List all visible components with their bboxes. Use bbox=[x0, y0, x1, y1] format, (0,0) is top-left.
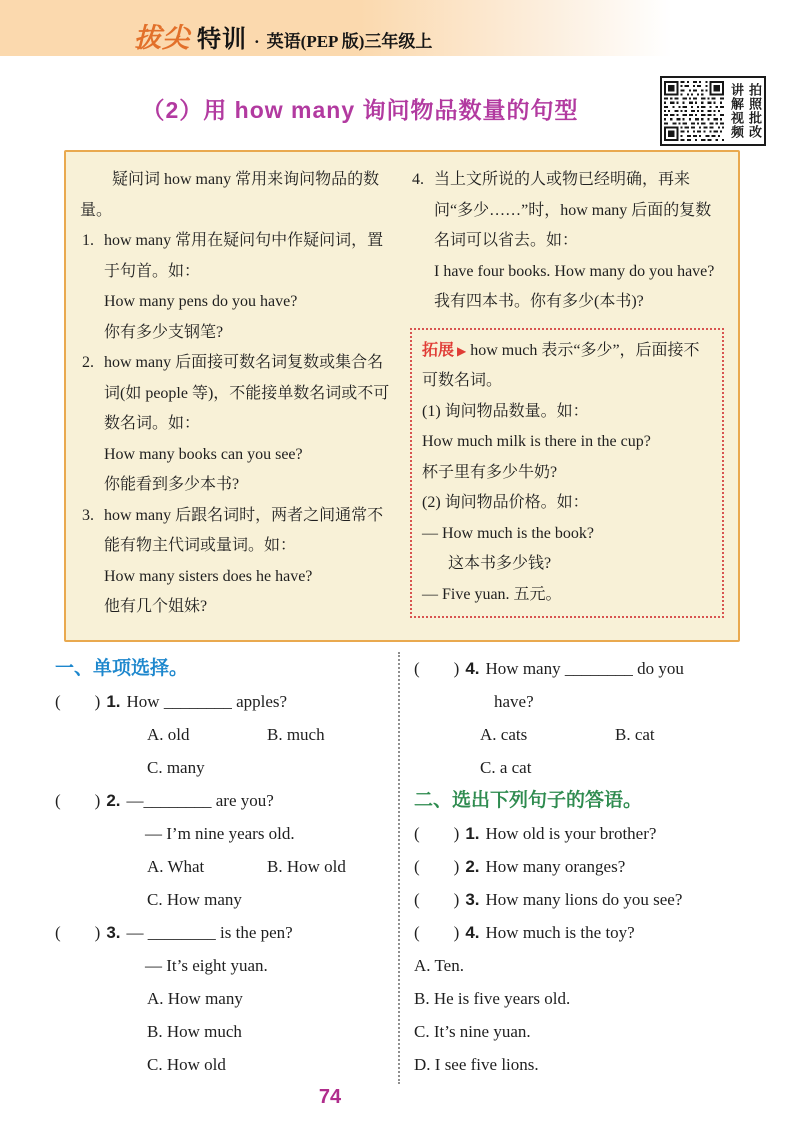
item-number: 2. bbox=[465, 857, 480, 876]
answer-bracket: ( ) bbox=[55, 923, 101, 942]
option-c: C. many bbox=[147, 758, 205, 777]
note-item-number: 4. bbox=[412, 171, 424, 188]
note-item-2 bbox=[80, 348, 394, 440]
match-item-3 bbox=[414, 883, 761, 916]
note-intro: 疑问词 how many 常用来询问物品的数量。 bbox=[80, 171, 380, 219]
option-b: B. How old bbox=[267, 857, 346, 876]
option-row bbox=[55, 850, 394, 883]
note-example-en: How many pens do you have? bbox=[104, 293, 298, 310]
question-2 bbox=[55, 784, 394, 817]
extension-line: 这本书多少钱? bbox=[448, 555, 552, 572]
note-item-text: how many 常用在疑问句中作疑问词，置于句首。如： bbox=[104, 232, 384, 280]
extension-line: How much milk is there in the cup? bbox=[422, 433, 651, 450]
answer-bracket: ( ) bbox=[414, 890, 460, 909]
question-number: 4. bbox=[465, 659, 480, 678]
answer-bracket: ( ) bbox=[414, 659, 460, 678]
answer-bracket: ( ) bbox=[414, 824, 460, 843]
exercise-column-left bbox=[55, 652, 400, 1084]
match-item-4 bbox=[414, 916, 761, 949]
question-number: 1. bbox=[106, 692, 121, 711]
question-stem: How ________ apples? bbox=[126, 692, 288, 711]
answer-bracket: ( ) bbox=[414, 857, 460, 876]
option-a: A. What bbox=[147, 857, 205, 876]
item-text: How many lions do you see? bbox=[485, 890, 683, 909]
note-example-cn: 他有几个姐妹? bbox=[104, 598, 208, 615]
extension-line: (1) 询问物品数量。如： bbox=[422, 402, 589, 420]
extension-intro bbox=[422, 336, 712, 397]
note-item-number: 1. bbox=[82, 232, 94, 249]
note-column-left bbox=[80, 165, 394, 632]
note-item-4 bbox=[410, 165, 724, 257]
note-item-text: how many 后面接可数名词复数或集合名词(如 people 等)，不能接单数名词或不可数名词。如： bbox=[104, 354, 390, 432]
section1-heading: 一、单项选择。 bbox=[55, 658, 189, 679]
question-number: 3. bbox=[106, 923, 121, 942]
answer-option-a: A. Ten. bbox=[414, 956, 464, 975]
header-band bbox=[0, 0, 800, 56]
item-number: 1. bbox=[465, 824, 480, 843]
question-stem: —________ are you? bbox=[126, 791, 274, 810]
qr-panel bbox=[660, 76, 766, 146]
option-c: C. How old bbox=[147, 1055, 226, 1074]
brand-logo-orange: 拔尖 bbox=[134, 23, 190, 53]
qr-label-correction: 拍照批改 bbox=[747, 83, 762, 139]
brand-separator-dot: · bbox=[254, 32, 260, 51]
note-example-en: How many books can you see? bbox=[104, 445, 303, 463]
grammar-note-box bbox=[64, 150, 740, 642]
question-4 bbox=[414, 652, 761, 685]
section2-heading: 二、选出下列句子的答语。 bbox=[414, 790, 643, 811]
extension-line: (2) 询问物品价格。如： bbox=[422, 494, 589, 511]
option-b: B. How much bbox=[147, 1022, 242, 1041]
note-example-en: How many sisters does he have? bbox=[104, 567, 313, 585]
brand-logo-black: 特训 bbox=[197, 26, 247, 53]
question-response-line: — I’m nine years old. bbox=[145, 824, 295, 843]
extension-label: 拓展 bbox=[422, 341, 455, 359]
option-row bbox=[414, 718, 761, 751]
note-item-number: 3. bbox=[82, 506, 94, 524]
option-a: A. How many bbox=[147, 989, 243, 1008]
match-item-2 bbox=[414, 850, 761, 883]
answer-option-d: D. I see five lions. bbox=[414, 1055, 539, 1074]
note-column-right bbox=[410, 165, 724, 632]
note-item-number: 2. bbox=[82, 354, 94, 371]
brand-logo bbox=[134, 16, 432, 55]
note-example-cn: 你有多少支钢笔? bbox=[104, 323, 224, 341]
question-number: 2. bbox=[106, 791, 121, 810]
answer-bracket: ( ) bbox=[55, 692, 101, 711]
page-number: 74 bbox=[318, 1086, 342, 1108]
extension-line: — Five yuan. 五元。 bbox=[422, 585, 562, 603]
note-item-text: how many 后跟名词时，两者之间通常不能有物主代词或量词。如： bbox=[104, 506, 384, 554]
option-a: A. cats bbox=[480, 725, 528, 744]
option-b: B. much bbox=[267, 725, 325, 744]
option-a: A. old bbox=[147, 725, 190, 744]
question-stem: — ________ is the pen? bbox=[126, 923, 293, 942]
extension-box bbox=[410, 328, 724, 619]
exercise-area bbox=[55, 652, 761, 1084]
item-number: 3. bbox=[465, 890, 480, 909]
extension-intro-text: how much 表示“多少”，后面接不可数名词。 bbox=[422, 341, 700, 389]
extension-arrow-icon: ▶ bbox=[457, 343, 467, 358]
extension-line: — How much is the book? bbox=[422, 524, 594, 542]
qr-code-icon bbox=[664, 81, 724, 141]
answer-option-c: C. It’s nine yuan. bbox=[414, 1022, 531, 1041]
question-response-line: — It’s eight yuan. bbox=[145, 956, 268, 975]
question-stem: How many ________ do you bbox=[485, 659, 684, 678]
qr-label-video: 讲解视频 bbox=[729, 83, 744, 139]
book-subtitle: 英语(PEP 版)三年级上 bbox=[266, 32, 433, 51]
note-item-text: 当上文所说的人或物已经明确，再来问“多少……”时，how many 后面的复数名词可以省去。如： bbox=[434, 171, 712, 249]
item-number: 4. bbox=[465, 923, 480, 942]
question-3 bbox=[55, 916, 394, 949]
question-stem-continuation: have? bbox=[494, 692, 534, 711]
option-row bbox=[55, 718, 394, 751]
item-text: How old is your brother? bbox=[485, 824, 657, 843]
page-title: （2）用 how many 询问物品数量的句型 bbox=[141, 97, 579, 123]
note-example-en: I have four books. How many do you have? 我有四本书。你有多少(本书)? bbox=[434, 262, 715, 310]
option-c: C. a cat bbox=[480, 758, 532, 777]
answer-bracket: ( ) bbox=[414, 923, 460, 942]
item-text: How much is the toy? bbox=[485, 923, 635, 942]
note-example-cn: 你能看到多少本书? bbox=[104, 476, 240, 493]
exercise-column-right bbox=[400, 652, 761, 1084]
note-item-3 bbox=[80, 501, 394, 562]
answer-bracket: ( ) bbox=[55, 791, 101, 810]
item-text: How many oranges? bbox=[485, 857, 626, 876]
question-1 bbox=[55, 685, 394, 718]
option-c: C. How many bbox=[147, 890, 242, 909]
answer-option-b: B. He is five years old. bbox=[414, 989, 571, 1008]
note-item-1 bbox=[80, 226, 394, 287]
qr-labels bbox=[727, 83, 763, 139]
option-b: B. cat bbox=[615, 725, 655, 744]
match-item-1 bbox=[414, 817, 761, 850]
extension-line: 杯子里有多少牛奶? bbox=[422, 463, 558, 481]
